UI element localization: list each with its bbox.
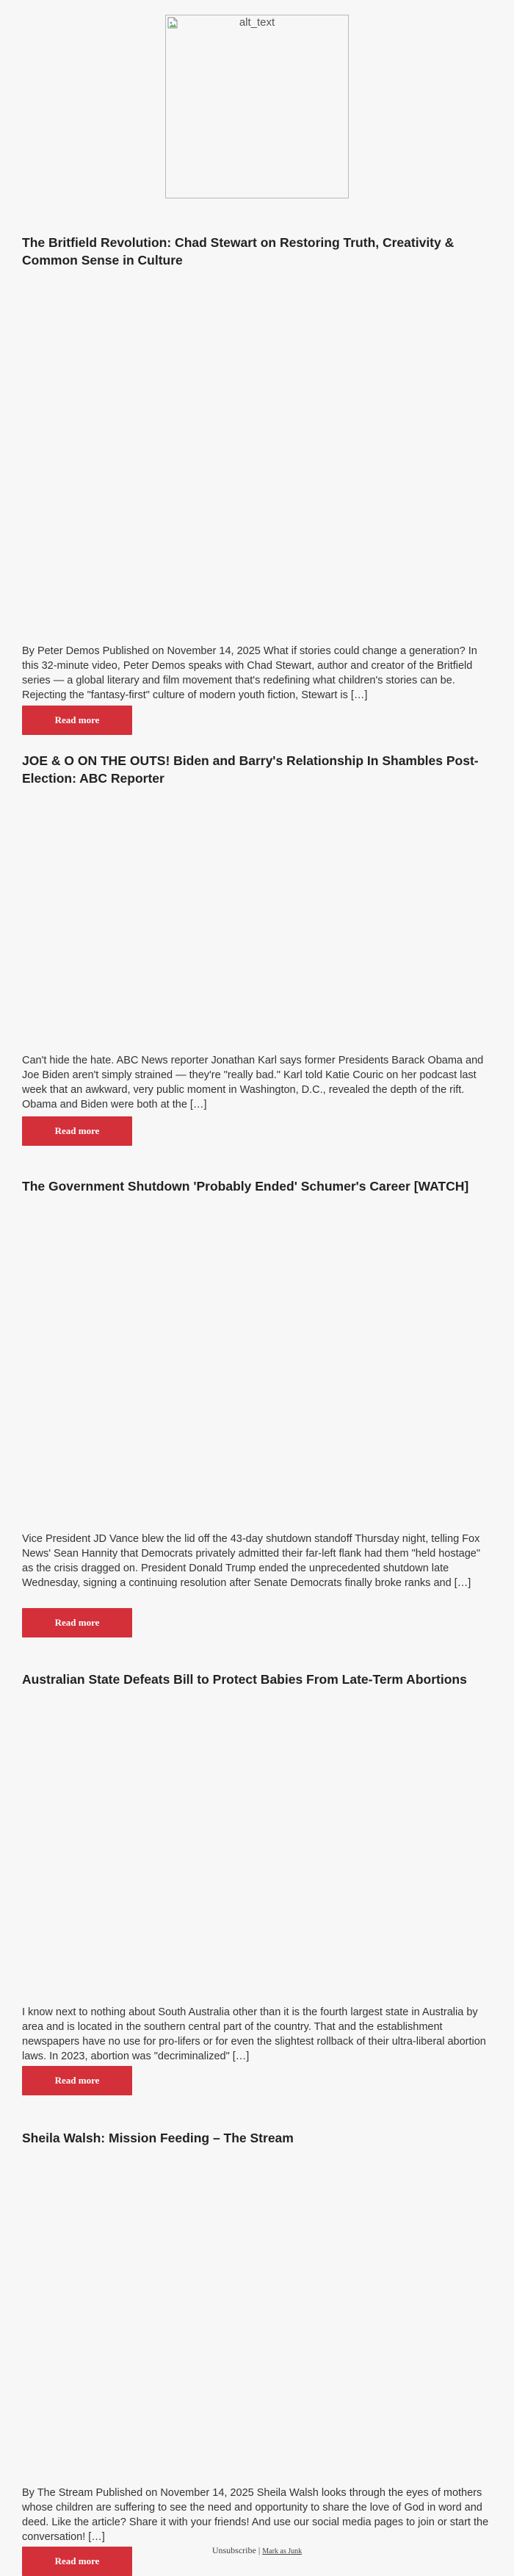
read-more-button[interactable]: Read more bbox=[22, 2066, 132, 2095]
read-more-button[interactable]: Read more bbox=[22, 1608, 132, 1637]
article-excerpt: Can't hide the hate. ABC News reporter Jonathan Karl says former Presidents Barack Obama and Joe Biden aren't simply strained — they're "really bad." Karl told Katie Couric on her podcast last week that an awkward, very public moment in Washington, D.C., revealed the depth of the rift. Obama and Biden were both at the […] bbox=[22, 1055, 484, 1111]
footer-separator: | bbox=[256, 2545, 263, 2555]
article-title[interactable]: Sheila Walsh: Mission Feeding – The Stream bbox=[22, 2131, 294, 2145]
article-card bbox=[22, 1671, 492, 2086]
read-more-button[interactable]: Read more bbox=[22, 1116, 132, 1146]
article-excerpt: I know next to nothing about South Australia other than it is the fourth largest state in Australia by area and is located in the southern central part of the country. That and the establishment newspapers have no use for pro-lifers or for even the slightest rollback of their ultra-liberal abortion laws. In 2023, abortion was "decriminalized" […] bbox=[22, 2006, 486, 2062]
article-title[interactable]: The Britfield Revolution: Chad Stewart on Restoring Truth, Creativity & Common Sense in Culture bbox=[22, 235, 455, 268]
article-title[interactable]: Australian State Defeats Bill to Protect Babies From Late-Term Abortions bbox=[22, 1672, 467, 1687]
footer bbox=[0, 2545, 514, 2556]
mark-as-junk-link[interactable]: Mark as Junk bbox=[262, 2547, 303, 2555]
article-image[interactable] bbox=[22, 1698, 492, 1996]
article-excerpt: By The Stream Published on November 14, 2025 Sheila Walsh looks through the eyes of mothers whose children are suffering to see the need and opportunity to share the love of God in word and deed. Like the article? Share it with your friends! And use our social media pages to join or start the conversation! […] bbox=[22, 2487, 489, 2543]
header-logo-image bbox=[165, 15, 349, 198]
article-excerpt: By Peter Demos Published on November 14, 2025 What if stories could change a generation? In this 32-minute video, Peter Demos speaks with Chad Stewart, author and creator of the Britfield series — a global literary and film movement that's redefining what children's stories can be. Rejecting the "fantasy-first" culture of modern youth fiction, Stewart is […] bbox=[22, 645, 477, 701]
article-image[interactable] bbox=[22, 2157, 492, 2480]
unsubscribe-text[interactable]: Unsubscribe bbox=[211, 2545, 256, 2555]
article-title[interactable]: JOE & O ON THE OUTS! Biden and Barry's Relationship In Shambles Post-Election: ABC Reporter bbox=[22, 753, 479, 786]
article-image[interactable] bbox=[22, 1205, 492, 1529]
read-more-button[interactable]: Read more bbox=[22, 2547, 132, 2576]
article-title[interactable]: The Government Shutdown 'Probably Ended' Schumer's Career [WATCH] bbox=[22, 1179, 469, 1194]
read-more-button[interactable]: Read more bbox=[22, 706, 132, 735]
article-card bbox=[22, 752, 492, 1136]
logo-alt-text: alt_text bbox=[239, 16, 275, 29]
article-excerpt: Vice President JD Vance blew the lid off the 43-day shutdown standoff Thursday night, telling Fox News' Sean Hannity that Democrats privately admitted their far-left flank had them "held hostage" as the crisis dragged on. President Donald Trump ended the unprecedented shutdown late Wednesday, signing a continuing resolution after Senate Democrats finally broke ranks and […] bbox=[22, 1533, 480, 1589]
article-card bbox=[22, 1177, 492, 1628]
article-image[interactable] bbox=[22, 279, 492, 632]
article-card bbox=[22, 234, 492, 725]
article-image[interactable] bbox=[22, 797, 492, 1047]
